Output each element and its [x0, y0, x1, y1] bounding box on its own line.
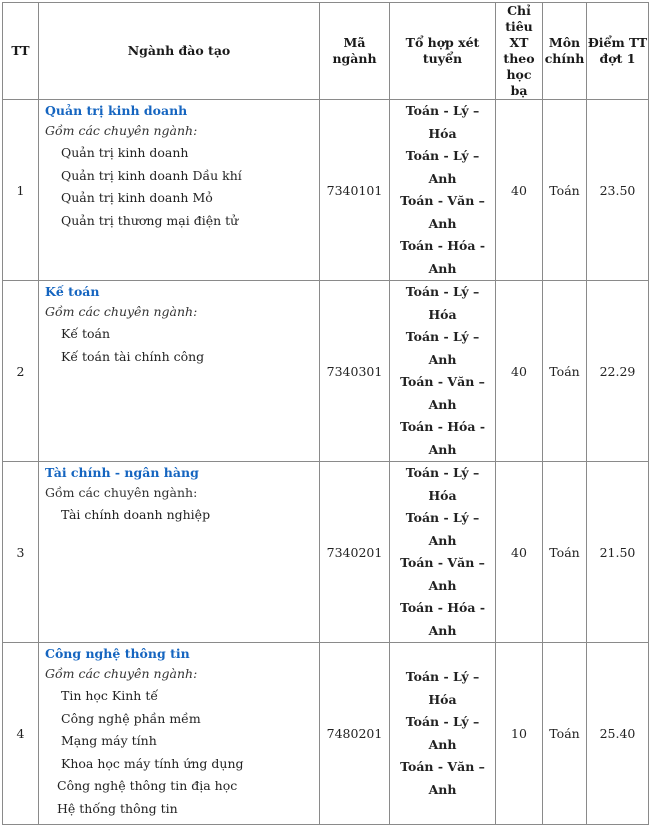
row-index: 3: [3, 462, 39, 643]
major-cell: [39, 100, 320, 281]
header-to-hop: Tổ hợp xét tuyển: [390, 3, 496, 100]
major-subtitle: Gồm các chuyên ngành:: [45, 304, 198, 319]
header-ma-nganh: Mã ngành: [320, 3, 390, 100]
main-subject: Toán: [543, 462, 587, 643]
header-mon-chinh: Môn chính: [543, 3, 587, 100]
major-title: Kế toán: [45, 284, 100, 299]
admission-table: [2, 2, 649, 825]
table-row: [3, 462, 649, 643]
major-code: 7480201: [320, 643, 390, 825]
combo-item: Toán - Lý – Hóa: [405, 465, 480, 503]
main-subject: Toán: [543, 643, 587, 825]
main-subject: Toán: [543, 281, 587, 462]
major-subtitle: Gồm các chuyên ngành:: [45, 666, 198, 681]
major-title: Công nghệ thông tin: [45, 646, 190, 661]
major-title: Tài chính - ngân hàng: [45, 465, 199, 480]
quota: 40: [496, 281, 543, 462]
specialization-item: Mạng máy tính: [61, 733, 157, 748]
score: 21.50: [587, 462, 649, 643]
quota: 40: [496, 462, 543, 643]
combo-item: Toán - Lý – Anh: [405, 714, 480, 752]
specialization-item: Tin học Kinh tế: [61, 688, 159, 703]
score: 23.50: [587, 100, 649, 281]
table-row: [3, 643, 649, 825]
score: 22.29: [587, 281, 649, 462]
combo-cell: [390, 643, 496, 825]
major-cell: [39, 281, 320, 462]
combo-item: Toán - Lý – Hóa: [405, 669, 480, 707]
major-code: 7340101: [320, 100, 390, 281]
combo-item: Toán - Lý – Hóa: [405, 103, 480, 141]
row-index: 4: [3, 643, 39, 825]
combo-item: Toán - Văn – Anh: [400, 759, 485, 797]
combo-item: Toán - Lý – Anh: [405, 329, 480, 367]
combo-cell: [390, 100, 496, 281]
major-cell: [39, 643, 320, 825]
header-tt: TT: [3, 3, 39, 100]
combo-item: Toán - Hóa - Anh: [399, 600, 486, 638]
specialization-item: Khoa học máy tính ứng dụng: [61, 755, 244, 771]
main-subject: Toán: [543, 100, 587, 281]
major-subtitle: Gồm các chuyên ngành:: [45, 485, 198, 500]
major-cell: [39, 462, 320, 643]
score: 25.40: [587, 643, 649, 825]
specialization-item: Quản trị kinh doanh Mỏ: [61, 190, 213, 205]
major-title: Quản trị kinh doanh: [45, 103, 188, 118]
specialization-item: Quản trị thương mại điện tử: [61, 212, 239, 228]
row-index: 2: [3, 281, 39, 462]
quota: 10: [496, 643, 543, 825]
combo-item: Toán - Văn – Anh: [400, 374, 485, 412]
combo-item: Toán - Lý – Anh: [405, 148, 480, 186]
specialization-item: Công nghệ thông tin địa học: [57, 778, 238, 793]
combo-item: Toán - Hóa - Anh: [399, 238, 486, 276]
header-nganh: Ngành đào tạo: [39, 3, 320, 100]
specialization-item: Tài chính doanh nghiệp: [61, 507, 211, 522]
major-subtitle: Gồm các chuyên ngành:: [45, 123, 198, 138]
combo-item: Toán - Lý – Anh: [405, 510, 480, 548]
combo-item: Toán - Hóa - Anh: [399, 419, 486, 457]
combo-item: Toán - Lý – Hóa: [405, 284, 480, 322]
combo-cell: [390, 281, 496, 462]
combo-cell: [390, 462, 496, 643]
specialization-item: Quản trị kinh doanh: [61, 145, 189, 160]
header-chi-tieu: Chỉ tiêu XT theo học bạ: [496, 3, 543, 100]
table-row: [3, 100, 649, 281]
combo-item: Toán - Văn – Anh: [400, 193, 485, 231]
header-diem: Điểm TT đợt 1: [587, 3, 649, 100]
major-code: 7340201: [320, 462, 390, 643]
header-row: [3, 3, 649, 100]
specialization-item: Công nghệ phần mềm: [61, 710, 201, 726]
specialization-item: Quản trị kinh doanh Dầu khí: [61, 167, 242, 183]
table-row: [3, 281, 649, 462]
specialization-item: Kế toán tài chính công: [61, 348, 205, 364]
major-code: 7340301: [320, 281, 390, 462]
row-index: 1: [3, 100, 39, 281]
specialization-item: Hệ thống thông tin: [57, 800, 178, 816]
specialization-item: Kế toán: [61, 326, 111, 341]
quota: 40: [496, 100, 543, 281]
combo-item: Toán - Văn – Anh: [400, 555, 485, 593]
table-body: [3, 100, 649, 825]
